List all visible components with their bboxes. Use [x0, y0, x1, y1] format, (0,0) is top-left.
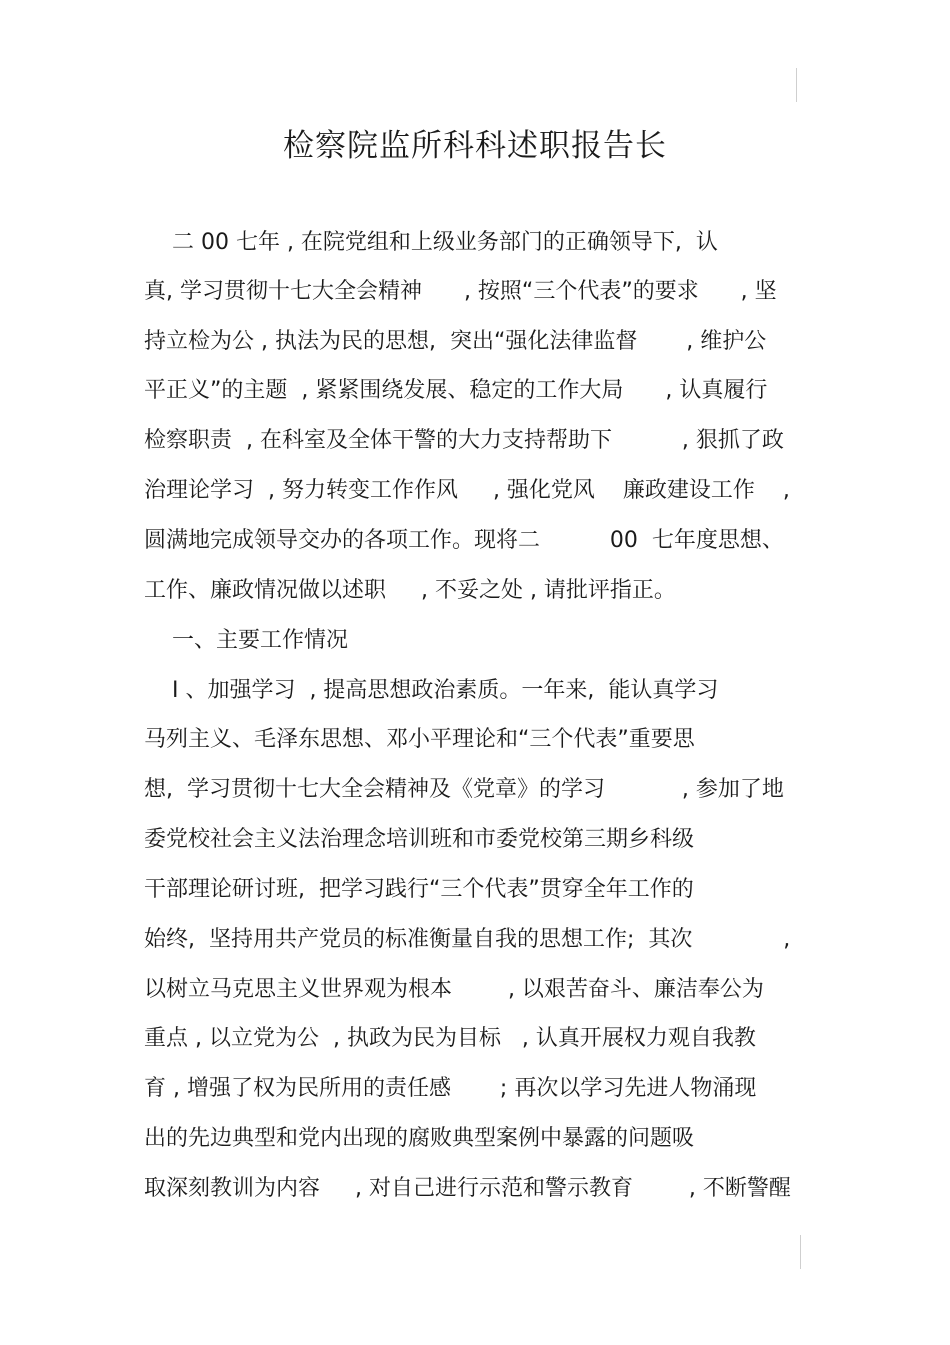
- body-line-6: 治理论学习 , 努力转变工作作风 , 强化党风 廉政建设工作 ,: [144, 478, 790, 503]
- body-line-8: 工作、廉政情况做以述职 , 不妥之处 , 请批评指正。: [144, 578, 676, 603]
- body-line-16: 以树立马克思主义世界观为根本 , 以艰苦奋斗、廉洁奉公为: [144, 977, 764, 1002]
- body-line-11: 马列主义、毛泽东思想、邓小平理论和“三个代表”重要思: [144, 727, 695, 752]
- body-line-5: 检察职责 , 在科室及全体干警的大力支持帮助下 , 狠抓了政: [144, 428, 784, 453]
- body-line-2: 真, 学习贯彻十七大全会精神 , 按照“三个代表”的要求 , 坚: [144, 279, 777, 304]
- body-line-7: 圆满地完成领导交办的各项工作。现将二 00 七年度思想、: [144, 528, 784, 553]
- body-line-15: 始终, 坚持用共产党员的标准衡量自我的思想工作; 其次 ,: [144, 927, 791, 952]
- body-line-19: 出的先边典型和党内出现的腐败典型案例中暴露的问题吸: [144, 1126, 695, 1151]
- body-line-3: 持立检为公 , 执法为民的思想, 突出“强化法律监督 , 维护公: [144, 329, 767, 354]
- margin-mark-top: [796, 68, 797, 102]
- body-line-12: 想, 学习贯彻十七大全会精神及《党章》的学习 , 参加了地: [144, 777, 784, 802]
- margin-mark-bottom: [800, 1235, 801, 1269]
- body-line-10: I 、加强学习 , 提高思想政治素质。一年来, 能认真学习: [144, 678, 719, 703]
- body-line-4: 平正义”的主题 , 紧紧围绕发展、稳定的工作大局 , 认真履行: [144, 378, 768, 403]
- body-line-1: 二 00 七年 , 在院党组和上级业务部门的正确领导下, 认: [144, 230, 718, 255]
- body-line-20: 取深刻教训为内容 , 对自己进行示范和警示教育 , 不断警醒: [144, 1176, 791, 1201]
- body-line-17: 重点 , 以立党为公 , 执政为民为目标 , 认真开展权力观自我教: [144, 1026, 756, 1051]
- document-title: 检察院监所科科述职报告长: [283, 128, 667, 164]
- body-line-18: 育 , 增强了权为民所用的责任感 ; 再次以学习先进人物涌现: [144, 1076, 757, 1101]
- body-line-13: 委党校社会主义法治理念培训班和市委党校第三期乡科级: [144, 827, 695, 852]
- section-heading: 一、主要工作情况: [144, 628, 348, 653]
- body-line-14: 干部理论研讨班, 把学习践行“三个代表”贯穿全年工作的: [144, 877, 694, 902]
